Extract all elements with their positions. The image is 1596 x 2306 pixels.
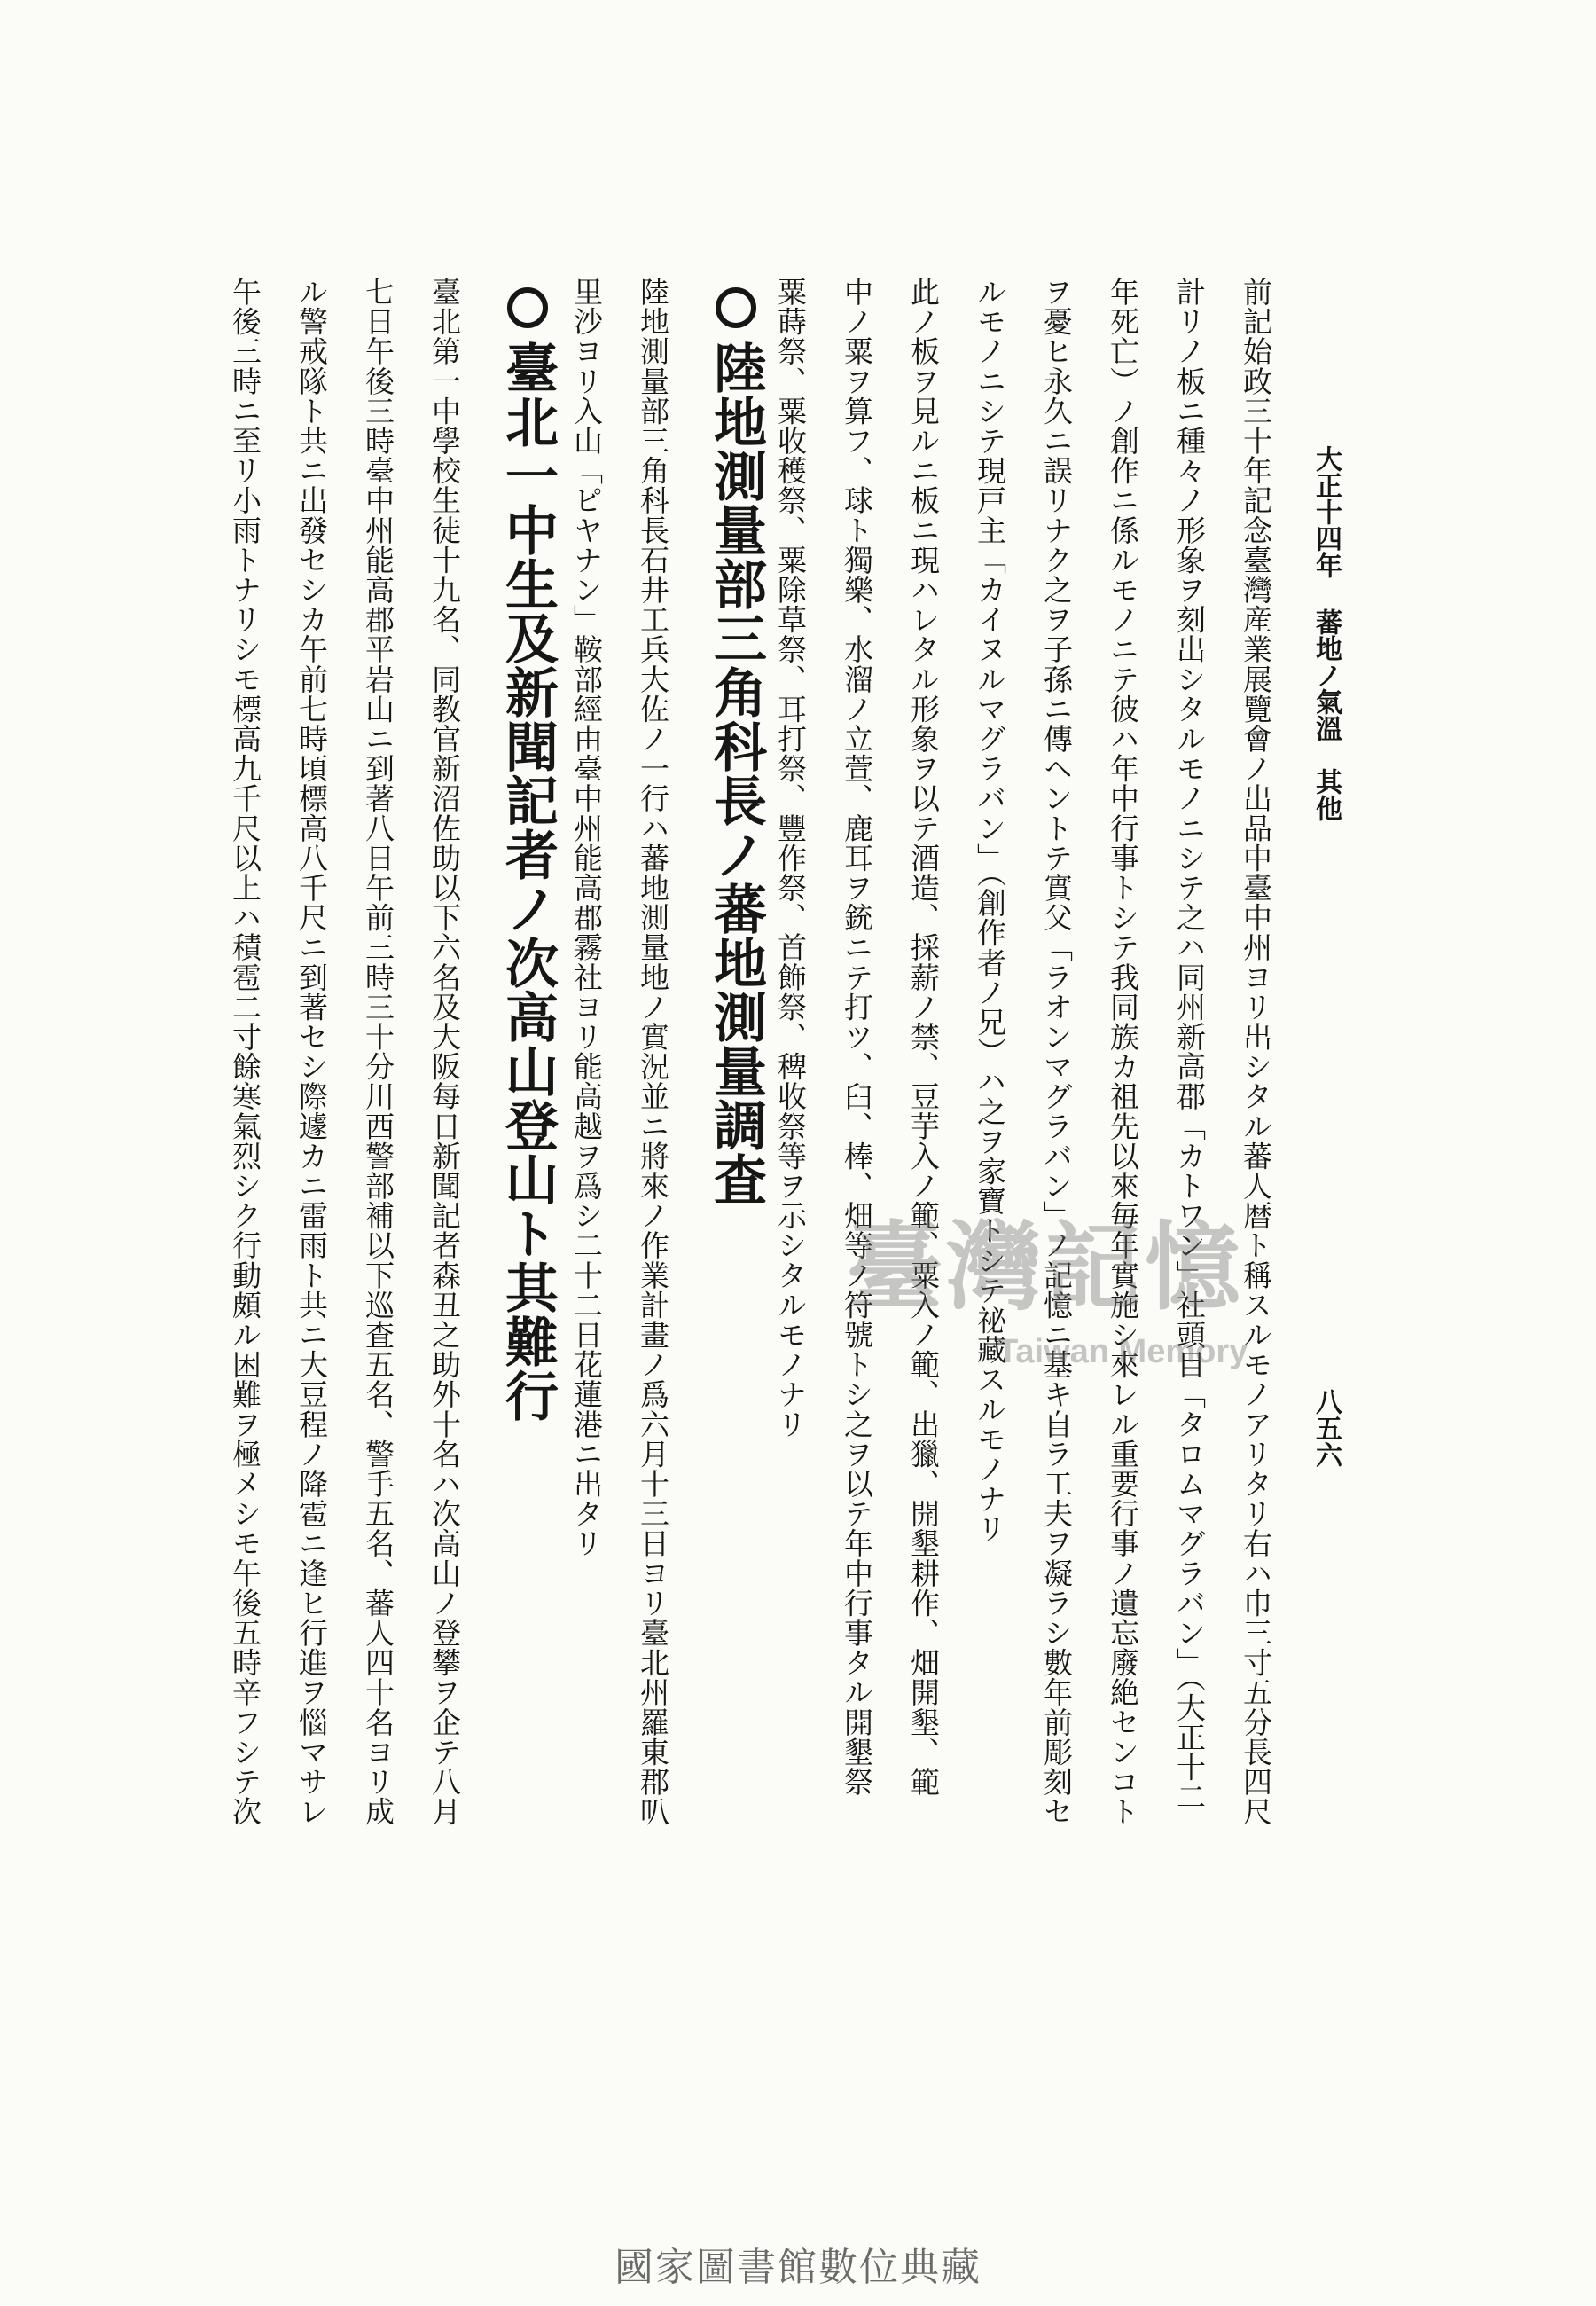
text-column: 臺北第一中學校生徒十九名、同教官新沼佐助以下六名及大阪每日新聞記者森丑之助外十名ハ次高山ノ登攀ヲ企テ八月	[427, 277, 462, 1827]
running-header-title	[1310, 445, 1342, 821]
text-column: ルモノニシテ現戸主「カイヌルマグラバン」（創作者ノ兄）ハ之ヲ家寶トシテ祕藏スルモノナリ	[973, 277, 1007, 1544]
text-column: 此ノ板ヲ見ルニ板ニ現ハレタル形象ヲ以テ酒造、採薪ノ禁、豆芋入ノ範、粟入ノ範、出獵、開墾耕作、畑開墾、範	[906, 277, 941, 1797]
text-column: 七日午後三時臺中州能高郡平岩山ニ到著八日午前三時三十分川西警部補以下巡査五名、警手五名、蕃人四十名ヨリ成	[361, 277, 395, 1827]
page-number: 八五六	[1310, 1388, 1342, 1468]
text-column: 午後三時ニ至リ小雨トナリシモ標高九千尺以上ハ積雹二寸餘寒氣烈シク行動頗ル困難ヲ極メシモ午後五時辛フシテ次	[228, 277, 262, 1827]
header-subject: 蕃地ノ氣溫 其他	[1310, 608, 1342, 821]
circle-bullet-icon	[716, 287, 756, 328]
circle-bullet-icon	[507, 287, 548, 328]
text-column: 中ノ粟ヲ算フ、球ト獨樂、水溜ノ立萱、鹿耳ヲ銃ニテ打ツ、臼、棒、畑等ノ符號トシ之ヲ以テ年中行事タル開墾祭	[840, 277, 874, 1797]
text-column: ヲ憂ヒ永久ニ誤リナク之ヲ子孫ニ傳ヘントテ實父「ラオンマグラバン」ノ記憶ニ基キ自ラ工夫ヲ凝ラシ數年前彫刻セ	[1039, 277, 1074, 1827]
watermark-subtext: Taiwan Memory	[998, 1333, 1248, 1370]
watermark-text: 臺灣記憶	[847, 1212, 1245, 1323]
text-column: 粟蒔祭、粟收穫祭、粟除草祭、耳打祭、豐作祭、首飾祭、稗收祭等ヲ示シタルモノナリ	[773, 277, 808, 1439]
text-column: 年死亡）ノ創作ニ係ルモノニテ彼ハ年中行事トシテ我同族カ祖先以來毎年實施シ來レル重要行事ノ遺忘廢絶センコト	[1106, 277, 1140, 1827]
section-heading-climb	[497, 282, 559, 1423]
section-heading-text: 臺北一中生及新聞記者ノ次高山登山ト其難行	[497, 341, 559, 1423]
footer-archive-label: 國家圖書館數位典藏	[614, 2245, 982, 2290]
text-column: 陸地測量部三角科長石井工兵大佐ノ一行ハ蕃地測量地ノ實況並ニ將來ノ作業計畫ノ爲六月十三日ヨリ臺北州羅東郡叭	[636, 277, 670, 1827]
header-year: 大正十四年	[1310, 445, 1342, 578]
text-column: 計リノ板ニ種々ノ形象ヲ刻出シタルモノニシテ之ハ同州新高郡「カトワン」社頭目「タロムマグラバン」（大正十二	[1172, 277, 1207, 1812]
section-heading-text: 陸地測量部三角科長ノ蕃地測量調査	[705, 341, 767, 1206]
text-column: 里沙ヨリ入山「ピヤナン」鞍部經由臺中州能高郡霧社ヨリ能高越ヲ爲シ二十二日花蓮港ニ出タリ	[569, 277, 604, 1558]
text-column: 前記始政三十年記念臺灣産業展覽會ノ出品中臺中州ヨリ出シタル蕃人暦ト稱スルモノアリタリ右ハ巾三寸五分長四尺	[1239, 277, 1273, 1827]
text-column: ル警戒隊ト共ニ出發セシカ午前七時頃標高八千尺ニ到著セシ際遽カニ雷雨ト共ニ大豆程ノ降雹ニ逢ヒ行進ヲ惱マサレ	[294, 277, 329, 1827]
section-heading-survey	[705, 282, 767, 1206]
